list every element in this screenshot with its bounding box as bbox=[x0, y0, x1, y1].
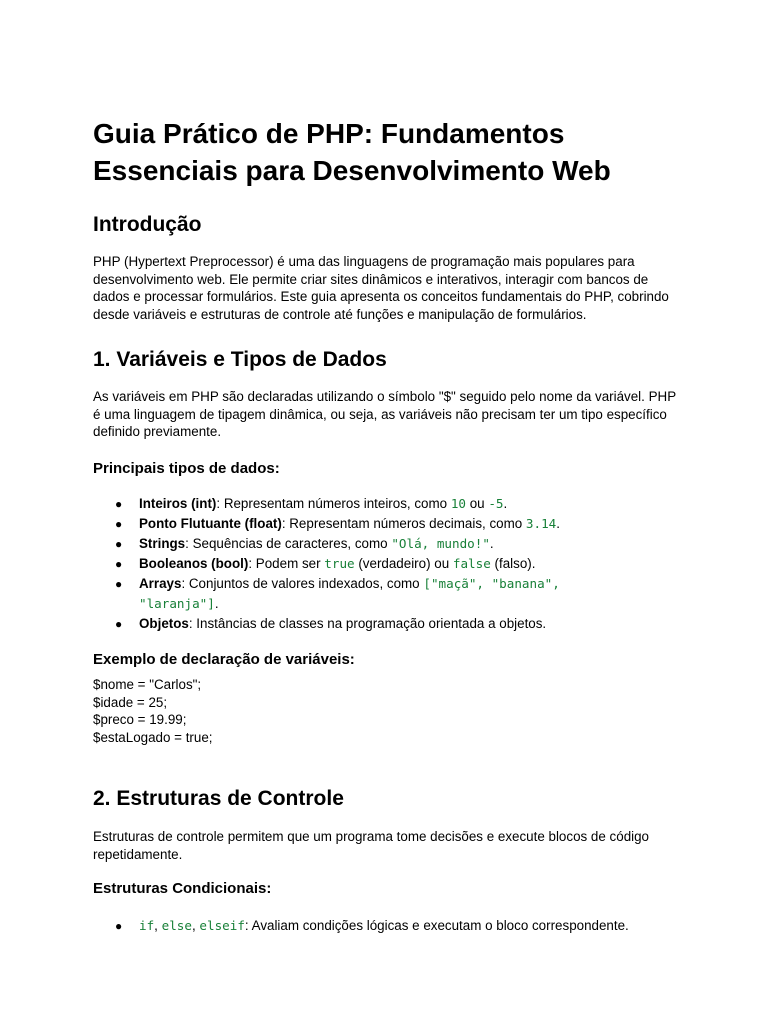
code-snippet: -5 bbox=[488, 496, 504, 511]
code-line: $nome = "Carlos"; bbox=[93, 677, 202, 692]
intro-paragraph: PHP (Hypertext Preprocessor) é uma das linguagens de programação mais populares para desenvolvimento web. Ele permite criar sites dinâmicos e interativos, interagir com bancos de dados e processar formulários. Este guia apresenta os conceitos fundamentais do PHP, cobrindo desde variáveis e estruturas de controle até funções e manipulação de formulários. bbox=[93, 254, 669, 322]
code-example bbox=[93, 676, 678, 746]
intro-heading: Introdução bbox=[93, 213, 202, 236]
code-snippet: ["maçã", "banana", bbox=[423, 576, 560, 591]
list-item bbox=[93, 916, 683, 936]
type-description: . bbox=[214, 596, 219, 611]
bullet-icon: ● bbox=[115, 919, 123, 933]
code-snippet: 3.14 bbox=[525, 516, 557, 531]
types-heading: Principais tipos de dados: bbox=[93, 460, 280, 477]
section1-heading: 1. Variáveis e Tipos de Dados bbox=[93, 348, 387, 371]
section2-heading: 2. Estruturas de Controle bbox=[93, 787, 344, 810]
list-item bbox=[93, 534, 683, 554]
type-description: : Instâncias de classes na programação orientada a objetos. bbox=[188, 616, 547, 631]
example-heading: Exemplo de declaração de variáveis: bbox=[93, 651, 355, 668]
section2-paragraph: Estruturas de controle permitem que um programa tome decisões e execute blocos de código repetidamente. bbox=[93, 829, 650, 862]
type-name: Inteiros (int) bbox=[139, 496, 217, 511]
bullet-icon: ● bbox=[115, 537, 123, 551]
type-description: (verdadeiro) ou bbox=[354, 556, 453, 571]
separator: , bbox=[154, 918, 162, 933]
separator: , bbox=[191, 918, 200, 933]
bullet-icon: ● bbox=[115, 577, 123, 591]
list-item bbox=[93, 514, 683, 534]
code-snippet: else bbox=[161, 918, 192, 933]
type-description: : Representam números inteiros, como bbox=[216, 496, 451, 511]
type-name: Booleanos (bool) bbox=[139, 556, 249, 571]
code-snippet: if bbox=[139, 918, 155, 933]
code-snippet: 10 bbox=[450, 496, 466, 511]
section1-paragraph: As variáveis em PHP são declaradas utilizando o símbolo "$" seguido pelo nome da variável. PHP é uma linguagem de tipagem dinâmica, ou seja, as variáveis não precisam ter um tipo específico definido previamente. bbox=[93, 389, 676, 439]
type-description: (falso). bbox=[490, 556, 536, 571]
conditional-heading: Estruturas Condicionais: bbox=[93, 880, 272, 897]
type-name: Strings bbox=[139, 536, 186, 551]
list-item bbox=[93, 554, 683, 574]
code-snippet: false bbox=[452, 556, 491, 571]
list-item bbox=[93, 574, 683, 614]
types-list bbox=[93, 494, 683, 634]
type-description: : Podem ser bbox=[248, 556, 325, 571]
bullet-icon: ● bbox=[115, 517, 123, 531]
type-description: . bbox=[556, 516, 560, 531]
type-name: Ponto Flutuante (float) bbox=[139, 516, 282, 531]
document-title: Guia Prático de PHP: Fundamentos Essenciais para Desenvolvimento Web bbox=[93, 118, 611, 186]
code-line: $estaLogado = true; bbox=[93, 729, 213, 745]
item-description: : Avaliam condições lógicas e executam o bloco correspondente. bbox=[244, 918, 629, 933]
list-item bbox=[93, 614, 683, 634]
type-description: ou bbox=[465, 496, 489, 511]
type-name: Objetos bbox=[139, 616, 189, 631]
type-description: : Conjuntos de valores indexados, como bbox=[181, 576, 424, 591]
bullet-icon: ● bbox=[115, 617, 123, 631]
code-line: $preco = 19.99; bbox=[93, 712, 187, 727]
bullet-icon: ● bbox=[115, 557, 123, 571]
bullet-icon: ● bbox=[115, 497, 123, 511]
type-description: : Sequências de caracteres, como bbox=[185, 536, 392, 551]
list-item bbox=[93, 494, 683, 514]
code-snippet: "Olá, mundo!" bbox=[391, 536, 490, 551]
type-description: : Representam números decimais, como bbox=[281, 516, 526, 531]
code-snippet: elseif bbox=[199, 918, 245, 933]
conditional-list bbox=[93, 916, 683, 936]
type-description: . bbox=[489, 536, 494, 551]
type-name: Arrays bbox=[139, 576, 182, 591]
type-description: . bbox=[503, 496, 508, 511]
code-snippet: "laranja"] bbox=[139, 596, 215, 611]
code-line: $idade = 25; bbox=[93, 694, 168, 710]
code-snippet: true bbox=[324, 556, 355, 571]
